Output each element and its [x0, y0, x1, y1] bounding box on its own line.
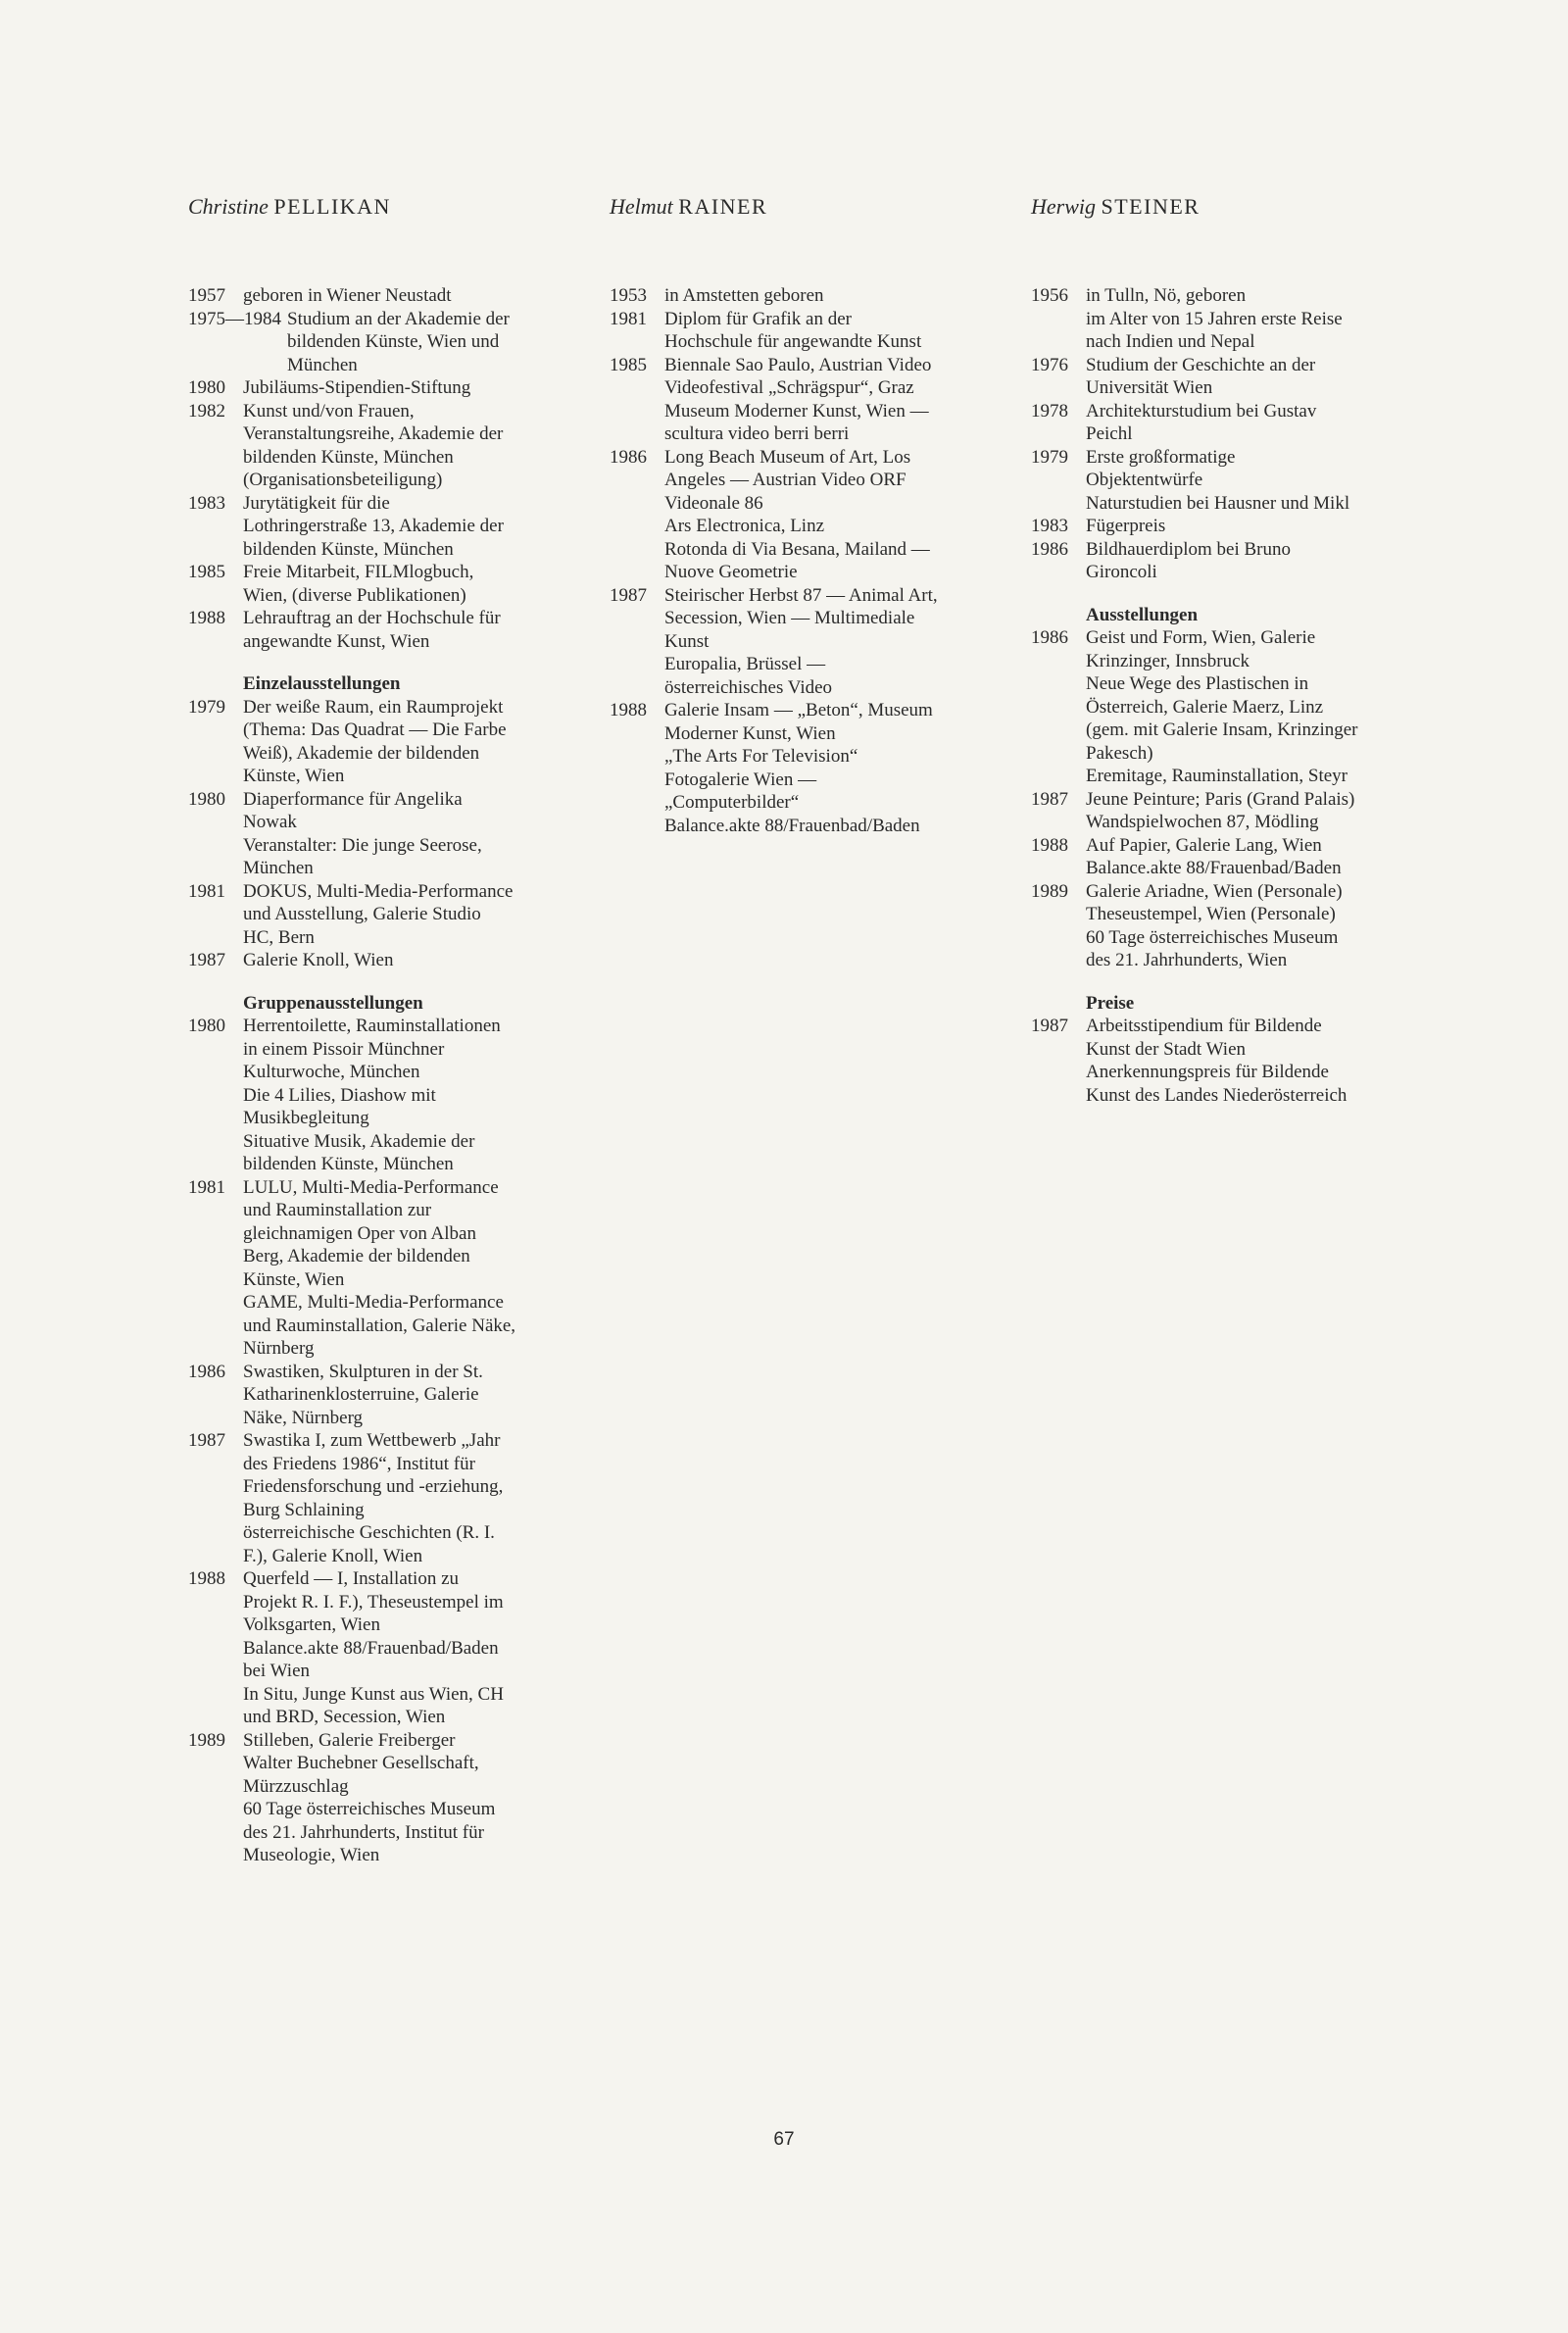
biography-entry	[610, 699, 1002, 837]
entry-line: Jubiläums-Stipendien-Stiftung	[243, 377, 471, 398]
entry-line: Herrentoilette, Rauminstallationen	[243, 1016, 501, 1036]
biography-entry	[1031, 538, 1452, 584]
entry-line: bildenden Künste, München	[243, 446, 454, 468]
biography-entry	[610, 284, 1002, 308]
entry-line: Studium an der Akademie der	[287, 308, 510, 329]
entry-text	[1086, 788, 1452, 834]
biography-section	[188, 284, 580, 653]
entry-line: in einem Pissoir Münchner	[243, 1038, 445, 1060]
entry-text	[243, 561, 580, 607]
biography-entry	[188, 1176, 580, 1361]
artist-last-name: RAINER	[678, 194, 768, 219]
entry-line: Veranstalter: Die junge Seerose,	[243, 834, 482, 856]
entry-line: nach Indien und Nepal	[1086, 331, 1255, 352]
entry-text	[243, 880, 580, 950]
entry-line: und Rauminstallation zur	[243, 1200, 432, 1220]
biography-entry	[188, 949, 580, 972]
artist-first-name: Herwig	[1031, 194, 1096, 219]
entry-year: 1988	[1031, 834, 1068, 856]
entry-year: 1978	[1031, 400, 1068, 422]
section-heading: Preise	[1086, 992, 1135, 1014]
entry-text	[243, 400, 580, 492]
entry-line: bildenden Künste, Wien und	[287, 331, 500, 352]
entry-text	[664, 308, 1002, 354]
biography-entry	[610, 446, 1002, 584]
entry-line: Geist und Form, Wien, Galerie	[1086, 627, 1316, 648]
entry-line: Ars Electronica, Linz	[664, 516, 825, 536]
entry-line: 60 Tage österreichisches Museum	[243, 1799, 496, 1819]
entry-text	[243, 1429, 580, 1567]
entry-text	[1086, 284, 1452, 354]
entry-line: bildenden Künste, München	[243, 538, 454, 560]
entry-line: Museum Moderner Kunst, Wien —	[664, 400, 929, 422]
entry-year: 1957	[188, 285, 225, 306]
entry-line: F.), Galerie Knoll, Wien	[243, 1545, 423, 1566]
entry-year: 1976	[1031, 354, 1068, 375]
entry-line: bei Wien	[243, 1661, 311, 1681]
entry-text	[243, 788, 580, 880]
entry-line: österreichische Geschichten (R. I.	[243, 1522, 495, 1543]
entry-year: 1979	[188, 696, 225, 718]
entry-text	[243, 949, 580, 972]
biography-entry	[1031, 1015, 1452, 1107]
entry-text	[1086, 626, 1452, 788]
entry-line: Hochschule für angewandte Kunst	[664, 331, 922, 352]
entry-line: Balance.akte 88/Frauenbad/Baden	[664, 815, 920, 836]
entry-text	[1086, 538, 1452, 584]
entry-line: im Alter von 15 Jahren erste Reise	[1086, 308, 1343, 329]
entry-line: Galerie Insam — „Beton“, Museum	[664, 700, 933, 720]
entry-text	[664, 446, 1002, 584]
biography-entry	[1031, 788, 1452, 834]
entry-text	[243, 1176, 580, 1361]
biography-entry	[1031, 354, 1452, 400]
entry-line: Galerie Knoll, Wien	[243, 950, 394, 970]
entry-line: München	[243, 858, 314, 878]
biography-entry	[610, 308, 1002, 354]
entry-line: Swastika I, zum Wettbewerb „Jahr	[243, 1430, 501, 1451]
biography-column	[610, 284, 1002, 837]
entry-year: 1986	[1031, 627, 1068, 648]
entry-line: Theseustempel, Wien (Personale)	[1086, 904, 1336, 924]
entry-line: Der weiße Raum, ein Raumprojekt	[243, 696, 504, 718]
entry-text	[664, 584, 1002, 700]
entry-line: Kunst der Stadt Wien	[1086, 1038, 1247, 1060]
entry-year: 1987	[188, 1430, 225, 1451]
entry-line: und Rauminstallation, Galerie Näke,	[243, 1315, 516, 1336]
entry-line: geboren in Wiener Neustadt	[243, 285, 452, 306]
entry-year: 1953	[610, 285, 647, 306]
entry-text	[243, 1729, 580, 1867]
entry-line: Arbeitsstipendium für Bildende	[1086, 1016, 1322, 1036]
entry-line: 60 Tage österreichisches Museum	[1086, 926, 1339, 948]
entry-line: in Tulln, Nö, geboren	[1086, 285, 1247, 306]
entry-line: Steirischer Herbst 87 — Animal Art,	[664, 584, 938, 606]
entry-line: Friedensforschung und -erziehung,	[243, 1476, 504, 1497]
entry-line: Pakesch)	[1086, 742, 1153, 764]
entry-line: Nowak	[243, 812, 297, 832]
biography-entry	[188, 607, 580, 653]
entry-year: 1987	[188, 950, 225, 970]
artist-last-name: PELLIKAN	[273, 194, 391, 219]
entry-line: DOKUS, Multi-Media-Performance	[243, 880, 514, 902]
entry-line: Stilleben, Galerie Freiberger	[243, 1729, 456, 1751]
entry-line: Objektentwürfe	[1086, 470, 1203, 490]
section-heading: Gruppenausstellungen	[243, 992, 423, 1014]
entry-line: Österreich, Galerie Maerz, Linz	[1086, 696, 1324, 718]
biography-entry	[1031, 284, 1452, 354]
entry-line: Künste, Wien	[243, 766, 345, 786]
entry-text	[1086, 354, 1452, 400]
entry-year: 1986	[188, 1361, 225, 1382]
entry-line: Bildhauerdiplom bei Bruno	[1086, 538, 1291, 560]
entry-line: Querfeld — I, Installation zu	[243, 1568, 460, 1589]
entry-text	[243, 1361, 580, 1430]
entry-year: 1981	[188, 1176, 225, 1198]
page-number: 67	[773, 2129, 795, 2150]
biography-entry	[1031, 834, 1452, 880]
artist-name-header	[188, 194, 391, 220]
biography-section	[1031, 992, 1452, 1108]
entry-line: Wandspielwochen 87, Mödling	[1086, 812, 1319, 832]
entry-line: Fügerpreis	[1086, 516, 1166, 536]
entry-line: München	[287, 354, 358, 375]
entry-year: 1986	[1031, 538, 1068, 560]
entry-line: (Thema: Das Quadrat — Die Farbe	[243, 720, 507, 740]
artist-first-name: Christine	[188, 194, 269, 219]
entry-year: 1983	[1031, 516, 1068, 536]
entry-year: 1987	[1031, 1016, 1068, 1036]
entry-line: Burg Schlaining	[243, 1499, 365, 1520]
entry-text	[243, 1015, 580, 1176]
entry-line: Balance.akte 88/Frauenbad/Baden	[243, 1637, 499, 1659]
entry-line: und Ausstellung, Galerie Studio	[243, 904, 481, 924]
biography-entry	[188, 561, 580, 607]
entry-line: und BRD, Secession, Wien	[243, 1707, 446, 1727]
entry-line: Rotonda di Via Besana, Mailand —	[664, 538, 930, 560]
entry-text	[1086, 834, 1452, 880]
entry-year: 1979	[1031, 446, 1068, 468]
entry-line: Videonale 86	[664, 492, 763, 514]
biography-entry	[188, 376, 580, 400]
section-heading: Einzelausstellungen	[243, 673, 401, 694]
entry-line: des Friedens 1986“, Institut für	[243, 1453, 475, 1474]
entry-line: Kunst	[664, 630, 710, 652]
entry-line: Nürnberg	[243, 1338, 315, 1359]
entry-year: 1988	[188, 608, 225, 628]
entry-line: Studium der Geschichte an der	[1086, 354, 1316, 375]
section-heading: Ausstellungen	[1086, 604, 1199, 625]
entry-line: Mürzzuschlag	[243, 1775, 349, 1797]
entry-year: 1983	[188, 492, 225, 514]
entry-year: 1985	[610, 354, 647, 375]
entry-line: Weiß), Akademie der bildenden	[243, 742, 480, 764]
entry-text	[243, 696, 580, 788]
entry-year: 1980	[188, 377, 225, 398]
entry-text	[1086, 880, 1452, 972]
entry-line: Erste großformatige	[1086, 446, 1236, 468]
entry-line: Diaperformance für Angelika	[243, 788, 463, 810]
entry-year: 1975—1984	[188, 308, 281, 329]
entry-line: Eremitage, Rauminstallation, Steyr	[1086, 766, 1348, 786]
entry-line: Veranstaltungsreihe, Akademie der	[243, 423, 504, 444]
entry-line: Jeune Peinture; Paris (Grand Palais)	[1086, 788, 1355, 810]
biography-entry	[188, 284, 580, 308]
entry-line: Situative Musik, Akademie der	[243, 1130, 475, 1152]
entry-line: Berg, Akademie der bildenden	[243, 1246, 470, 1266]
biography-entry	[188, 1567, 580, 1729]
entry-year: 1980	[188, 1016, 225, 1036]
entry-line: Katharinenklosterruine, Galerie	[243, 1384, 479, 1405]
biography-section	[1031, 284, 1452, 584]
entry-year: 1988	[188, 1568, 225, 1589]
entry-line: Lehrauftrag an der Hochschule für	[243, 608, 501, 628]
entry-text	[1086, 515, 1452, 538]
biography-entry	[188, 308, 580, 377]
entry-year: 1985	[188, 562, 225, 582]
entry-line: Kulturwoche, München	[243, 1062, 420, 1082]
entry-line: Die 4 Lilies, Diashow mit	[243, 1084, 436, 1106]
entry-text	[1086, 446, 1452, 516]
biography-section	[188, 992, 580, 1867]
biography-entry	[188, 696, 580, 788]
biography-entry	[1031, 400, 1452, 446]
biography-section	[610, 284, 1002, 837]
entry-year: 1987	[1031, 788, 1068, 810]
entry-text	[664, 284, 1002, 308]
entry-text	[664, 354, 1002, 446]
entry-line: Künste, Wien	[243, 1268, 345, 1290]
biography-entry	[1031, 515, 1452, 538]
entry-year: 1989	[1031, 880, 1068, 902]
artist-first-name: Helmut	[610, 194, 673, 219]
biography-entry	[1031, 446, 1452, 516]
biography-entry	[1031, 880, 1452, 972]
entry-line: gleichnamigen Oper von Alban	[243, 1222, 476, 1244]
entry-line: Nuove Geometrie	[664, 562, 798, 582]
entry-line: Angeles — Austrian Video ORF	[664, 470, 906, 490]
entry-line: HC, Bern	[243, 926, 315, 948]
entry-year: 1981	[610, 308, 647, 329]
biography-entry	[610, 584, 1002, 700]
entry-line: Lothringerstraße 13, Akademie der	[243, 516, 504, 536]
entry-text	[243, 376, 580, 400]
artist-last-name: STEINER	[1101, 194, 1200, 219]
entry-line: Naturstudien bei Hausner und Mikl	[1086, 492, 1350, 514]
entry-year: 1981	[188, 880, 225, 902]
entry-line: „The Arts For Television“	[664, 746, 858, 767]
entry-line: Volksgarten, Wien	[243, 1614, 380, 1635]
entry-line: in Amstetten geboren	[664, 285, 824, 306]
entry-line: Näke, Nürnberg	[243, 1407, 364, 1428]
biography-entry	[188, 492, 580, 562]
biography-entry	[188, 1361, 580, 1430]
entry-line: Videofestival „Schrägspur“, Graz	[664, 377, 914, 398]
entry-year: 1956	[1031, 285, 1068, 306]
entry-line: Biennale Sao Paulo, Austrian Video	[664, 354, 932, 375]
entry-line: Anerkennungspreis für Bildende	[1086, 1062, 1329, 1082]
entry-line: Gironcoli	[1086, 562, 1157, 582]
entry-line: Jurytätigkeit für die	[243, 492, 390, 514]
entry-line: Krinzinger, Innsbruck	[1086, 650, 1250, 671]
entry-year: 1989	[188, 1729, 225, 1751]
entry-line: Swastiken, Skulpturen in der St.	[243, 1361, 483, 1382]
entry-line: (Organisationsbeteiligung)	[243, 470, 443, 490]
entry-year: 1980	[188, 788, 225, 810]
biography-entry	[188, 788, 580, 880]
biography-entry	[1031, 626, 1452, 788]
entry-line: Kunst und/von Frauen,	[243, 400, 415, 422]
entry-line: (gem. mit Galerie Insam, Krinzinger	[1086, 720, 1358, 740]
entry-line: Musikbegleitung	[243, 1108, 369, 1128]
entry-line: Secession, Wien — Multimediale	[664, 608, 915, 628]
biography-section	[188, 672, 580, 972]
entry-line: Peichl	[1086, 423, 1133, 444]
biography-entry	[188, 880, 580, 950]
entry-line: scultura video berri berri	[664, 423, 850, 444]
biography-column	[188, 284, 580, 1867]
entry-year: 1986	[610, 446, 647, 468]
entry-line: Freie Mitarbeit, FILMlogbuch,	[243, 562, 474, 582]
entry-year: 1988	[610, 700, 647, 720]
entry-line: angewandte Kunst, Wien	[243, 630, 430, 652]
entry-line: Diplom für Grafik an der	[664, 308, 852, 329]
entry-line: österreichisches Video	[664, 676, 833, 698]
artist-name-header	[1031, 194, 1200, 220]
entry-line: des 21. Jahrhunderts, Institut für	[243, 1821, 484, 1843]
entry-text	[287, 308, 580, 377]
entry-line: Auf Papier, Galerie Lang, Wien	[1086, 834, 1322, 856]
entry-line: „Computerbilder“	[664, 792, 800, 813]
entry-line: Neue Wege des Plastischen in	[1086, 673, 1309, 694]
entry-year: 1982	[188, 400, 225, 422]
entry-text	[243, 492, 580, 562]
entry-line: Galerie Ariadne, Wien (Personale)	[1086, 880, 1343, 902]
entry-year: 1987	[610, 584, 647, 606]
entry-text	[1086, 400, 1452, 446]
biography-entry	[188, 1429, 580, 1567]
biography-entry	[188, 400, 580, 492]
entry-line: Balance.akte 88/Frauenbad/Baden	[1086, 858, 1342, 878]
entry-line: Moderner Kunst, Wien	[664, 722, 836, 744]
entry-line: Architekturstudium bei Gustav	[1086, 400, 1317, 422]
entry-line: Europalia, Brüssel —	[664, 654, 826, 674]
artist-name-header	[610, 194, 767, 220]
entry-line: Fotogalerie Wien —	[664, 769, 817, 790]
entry-line: Long Beach Museum of Art, Los	[664, 446, 911, 468]
entry-line: bildenden Künste, München	[243, 1154, 454, 1174]
entry-line: Museologie, Wien	[243, 1845, 380, 1865]
entry-text	[243, 607, 580, 653]
entry-text	[243, 1567, 580, 1729]
entry-line: Projekt R. I. F.), Theseustempel im	[243, 1591, 504, 1613]
entry-line: Walter Buchebner Gesellschaft,	[243, 1753, 479, 1773]
biography-entry	[188, 1729, 580, 1867]
entry-line: Wien, (diverse Publikationen)	[243, 584, 466, 606]
entry-text	[243, 284, 580, 308]
biography-column	[1031, 284, 1452, 1107]
biography-entry	[188, 1015, 580, 1176]
entry-line: des 21. Jahrhunderts, Wien	[1086, 950, 1288, 970]
entry-line: Kunst des Landes Niederösterreich	[1086, 1084, 1348, 1106]
entry-line: In Situ, Junge Kunst aus Wien, CH	[243, 1683, 504, 1705]
entry-line: LULU, Multi-Media-Performance	[243, 1176, 499, 1198]
entry-text	[664, 699, 1002, 837]
entry-line: Universität Wien	[1086, 377, 1213, 398]
biography-section	[1031, 604, 1452, 972]
biography-entry	[610, 354, 1002, 446]
entry-line: GAME, Multi-Media-Performance	[243, 1292, 504, 1313]
entry-text	[1086, 1015, 1452, 1107]
